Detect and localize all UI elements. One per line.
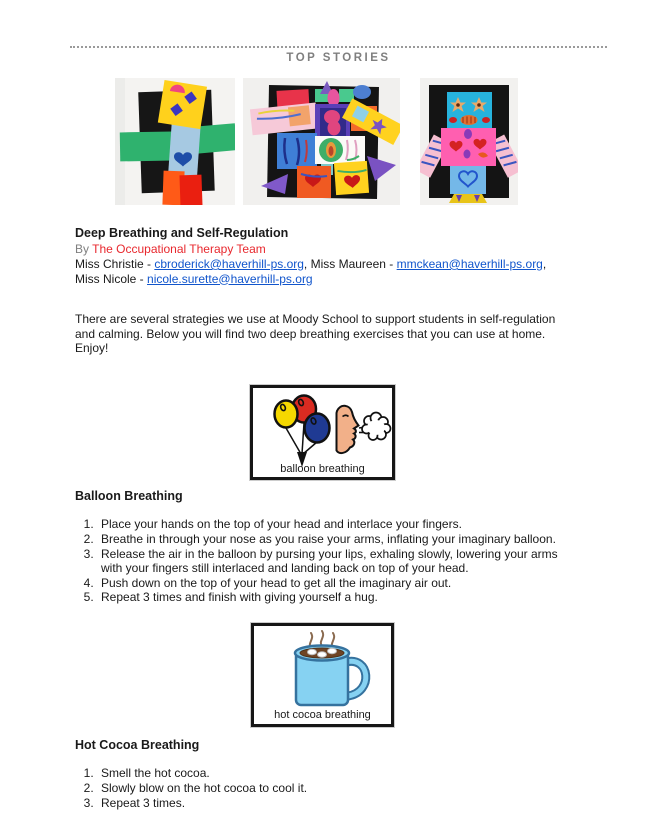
balloon-step: 5. Repeat 3 times and finish with giving yourself a hug. (97, 590, 572, 605)
contact-label: Miss Nicole - (75, 271, 148, 286)
cocoa-step: 1. Smell the hot cocoa. (97, 766, 572, 781)
balloon-breathing-illustration (253, 388, 392, 477)
intro-paragraph: There are several strategies we use at Moody School to support students in self-regulation and calming. Below you will find two deep breathing exercises that you can use at home. Enjoy! (75, 312, 556, 356)
contact-label: Miss Maureen - (310, 256, 397, 271)
balloon-section-heading: Balloon Breathing (75, 489, 183, 504)
contact-separator: , (542, 256, 547, 271)
cocoa-section-heading: Hot Cocoa Breathing (75, 738, 200, 753)
balloon-step: 3. Release the air in the balloon by pursing your lips, exhaling slowly, lowering your arms with your fingers still interlaced and landing back on top of your head. (97, 547, 572, 576)
byline (75, 242, 572, 257)
hot-cocoa-illustration (254, 626, 391, 724)
article-title: Deep Breathing and Self-Regulation (75, 226, 289, 241)
top-stories-header: TOP STORIES (286, 52, 391, 64)
balloon-caption: balloon breathing (280, 463, 365, 476)
hot-cocoa-breathing-image (251, 623, 394, 727)
student-collage-figure-image (115, 78, 235, 205)
student-collage-robot-image (420, 78, 518, 205)
article-header (75, 226, 572, 356)
cocoa-caption: hot cocoa breathing (274, 709, 371, 722)
byline-author: The Occupational Therapy Team (92, 242, 266, 257)
balloon-step: 4. Push down on the top of your head to get all the imaginary air out. (97, 576, 572, 591)
cocoa-step: 2. Slowly blow on the hot cocoa to cool it. (97, 781, 572, 796)
dotted-divider (70, 46, 607, 48)
cocoa-step: 3. Repeat 3 times. (97, 796, 572, 811)
cocoa-steps-list (75, 766, 572, 810)
email-link-christie[interactable]: cbroderick@haverhill-ps.org (154, 256, 304, 271)
contact-separator: , (303, 256, 311, 271)
balloon-step: 1. Place your hands on the top of your head and interlace your fingers. (97, 517, 572, 532)
balloon-step: 2. Breathe in through your nose as you raise your arms, inflating your imaginary balloon. (97, 532, 572, 547)
contact-label: Miss Christie - (75, 256, 155, 271)
contact-line (75, 257, 572, 286)
email-link-nicole[interactable]: nicole.surette@haverhill-ps.org (147, 271, 313, 286)
balloon-breathing-image (250, 385, 395, 480)
balloon-steps-list (75, 517, 572, 605)
email-link-maureen[interactable]: mmckean@haverhill-ps.org (396, 256, 543, 271)
artwork-gallery (115, 78, 645, 205)
byline-prefix: By (75, 242, 93, 257)
student-collage-shapes-image (243, 78, 400, 205)
